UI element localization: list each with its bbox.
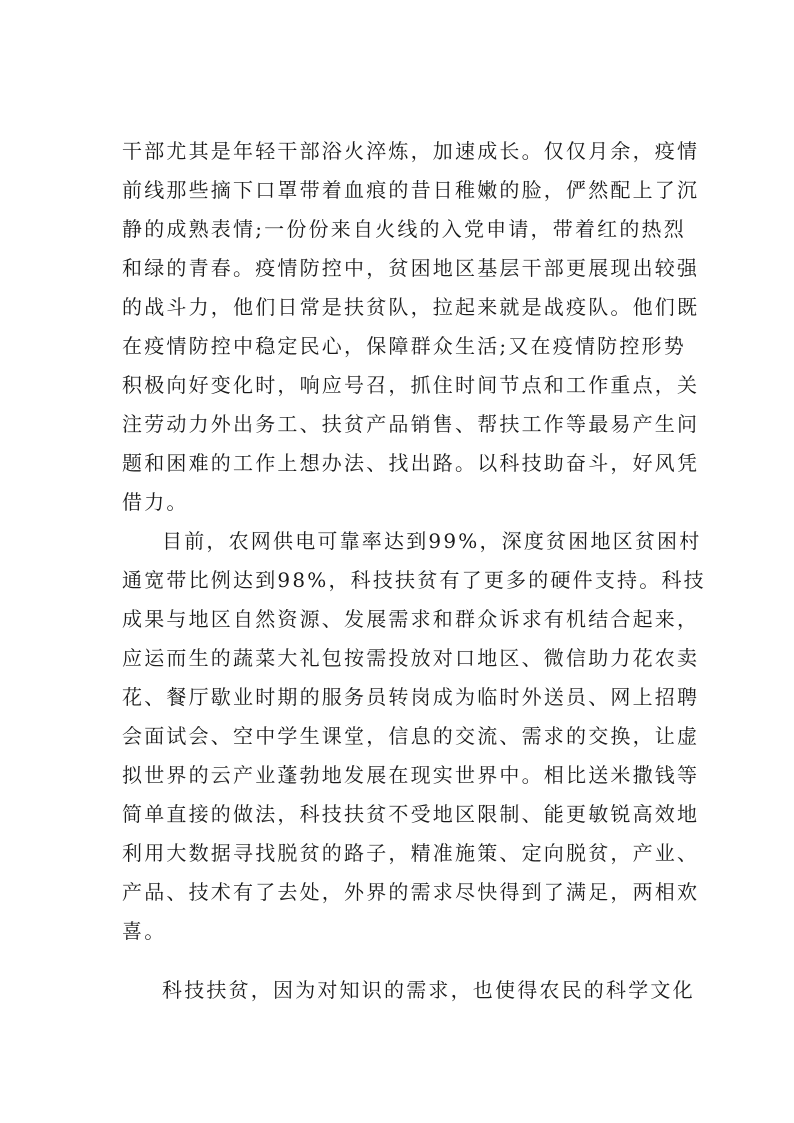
text-line: 积极向好变化时，响应号召，抓住时间节点和工作重点，关	[122, 373, 700, 397]
text-line: 的战斗力，他们日常是扶贫队，拉起来就是战疫队。他们既	[122, 295, 700, 319]
text-line: 简单直接的做法，科技扶贫不受地区限制、能更敏锐高效地	[122, 802, 700, 826]
text-line: 通宽带比例达到98%，科技扶贫有了更多的硬件支持。科技	[122, 568, 706, 592]
text-line: 应运而生的蔬菜大礼包按需投放对口地区、微信助力花农卖	[122, 646, 700, 670]
paragraph-start-line: 目前，农网供电可靠率达到99%，深度贫困地区贫困村	[162, 529, 702, 553]
text-line: 会面试会、空中学生课堂，信息的交流、需求的交换，让虚	[122, 724, 700, 748]
text-line: 静的成熟表情;一份份来自火线的入党申请，带着红的热烈	[122, 217, 686, 241]
text-line: 拟世界的云产业蓬勃地发展在现实世界中。相比送米撒钱等	[122, 763, 700, 787]
text-line: 利用大数据寻找脱贫的路子，精准施策、定向脱贫，产业、	[122, 841, 700, 865]
text-line: 干部尤其是年轻干部浴火淬炼，加速成长。仅仅月余，疫情	[122, 139, 700, 163]
text-line: 在疫情防控中稳定民心，保障群众生活;又在疫情防控形势	[122, 334, 686, 358]
text-line: 和绿的青春。疫情防控中，贫困地区基层干部更展现出较强	[122, 256, 700, 280]
text-line: 借力。	[122, 490, 189, 514]
paragraph-start-line: 科技扶贫，因为对知识的需求，也使得农民的科学文化	[162, 978, 695, 1002]
text-line: 喜。	[122, 919, 167, 943]
text-line: 注劳动力外出务工、扶贫产品销售、帮扶工作等最易产生问	[122, 412, 700, 436]
text-line: 产品、技术有了去处，外界的需求尽快得到了满足，两相欢	[122, 880, 700, 904]
text-line: 题和困难的工作上想办法、找出路。以科技助奋斗，好风凭	[122, 451, 700, 475]
text-line: 成果与地区自然资源、发展需求和群众诉求有机结合起来，	[122, 607, 700, 631]
text-line: 前线那些摘下口罩带着血痕的昔日稚嫩的脸，俨然配上了沉	[122, 178, 700, 202]
text-line: 花、餐厅歇业时期的服务员转岗成为临时外送员、网上招聘	[122, 685, 700, 709]
